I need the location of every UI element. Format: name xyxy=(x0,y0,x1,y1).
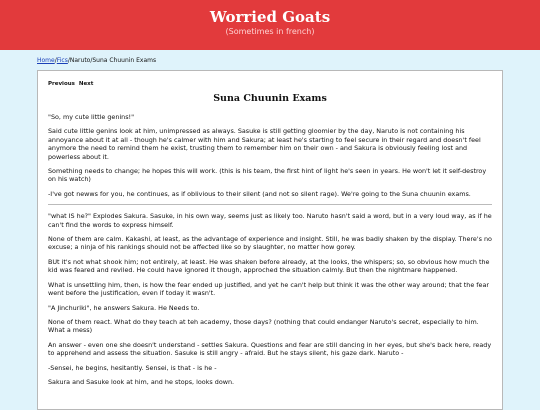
site-header xyxy=(0,0,540,50)
story-nav xyxy=(48,81,492,87)
breadcrumb xyxy=(0,50,540,64)
story-content xyxy=(37,70,503,410)
story-paragraph: What is unsettling him, then, is how the fear ended up justified, and yet he can't help but think it was the other way around; that the fear went before the justification, even if today it wasn't. xyxy=(48,280,490,298)
breadcrumb-fics-link[interactable]: Fics xyxy=(56,57,68,64)
story-paragraph: None of them are calm. Kakashi, at least, as the advantage of experience and insight. Still, he was badly shaken by the display. There's no excuse; a ninja of his rankings should not be affected like so by slaughter, no matter how gorey. xyxy=(48,235,492,252)
breadcrumb-current-path: /Naruto/Suna Chuunin Exams xyxy=(67,57,157,64)
breadcrumb-home-link[interactable]: Home xyxy=(37,57,55,64)
next-link[interactable]: Next xyxy=(78,81,94,87)
story-title: Suna Chuunin Exams xyxy=(213,93,327,104)
story-paragraph: Sakura and Sasuke look at him, and he stops, looks down. xyxy=(48,377,235,386)
story-paragraph: "So, my cute little genins!" xyxy=(48,113,135,121)
story-paragraph: None of them react. What do they teach at teh academy, those days? (nothing that could endanger Naruto's secret, especially to him. What a mess) xyxy=(48,317,479,335)
story-paragraph: An answer - even one she doesn't understand - settles Sakura. Questions and fear are still dancing in her eyes, but she's back here, ready to apprehend and assess the situation. Sasuke is still angry - afraid. But he stays silent, his gaze dark. Naruto - xyxy=(48,340,492,358)
story-paragraph: "what IS he?" Explodes Sakura. Sasuke, in his own way, seems just as likely too. Naruto hasn't said a word, but in a very loud way, as if he can't find the words to express himself. xyxy=(48,212,492,229)
story-paragraph: -Sensei, he begins, hesitantly. Sensei, is that - is he - xyxy=(48,363,217,372)
section-divider xyxy=(48,204,492,205)
story-paragraph: "A Jinchuriki", he answers Sakura. He Needs to. xyxy=(48,303,200,312)
story-paragraph: -I've got newws for you, he continues, as if oblivious to their silent (and not so silent rage). We're going to the Suna chuunin exams. xyxy=(48,189,471,198)
previous-link[interactable]: Previous xyxy=(48,81,75,87)
story-paragraph: Said cute little genins look at him, unimpressed as always. Sasuke is still getting gloomier by the day, Naruto is not containing his annoyance about it at all - though he's calmer with him and Sakura; at least he's starting to feel secure in their regard and doesn't feel anymore the need to remind them he exist, trusting them to remember him on their own - and Sakura is obviously feeling lost and powerless about it. xyxy=(48,127,481,161)
story-paragraph: BUt it's not what shook him; not entirely, at least. He was shaken before already, at the looks, the whispers; so, so obvious how much the kid was feared and reviled. He could have ignored it though, approched the situation calmly. But then the nightmare happened. xyxy=(48,257,490,275)
story-paragraph: Something needs to change; he hopes this will work. (this is his team, the first hint of light he's seen in years. He won't let it self-destroy on his watch) xyxy=(48,167,487,184)
breadcrumb-separator: / xyxy=(54,57,57,64)
site-subtitle: (Sometimes in french) xyxy=(225,27,315,36)
site-title[interactable]: Worried Goats xyxy=(209,8,331,26)
